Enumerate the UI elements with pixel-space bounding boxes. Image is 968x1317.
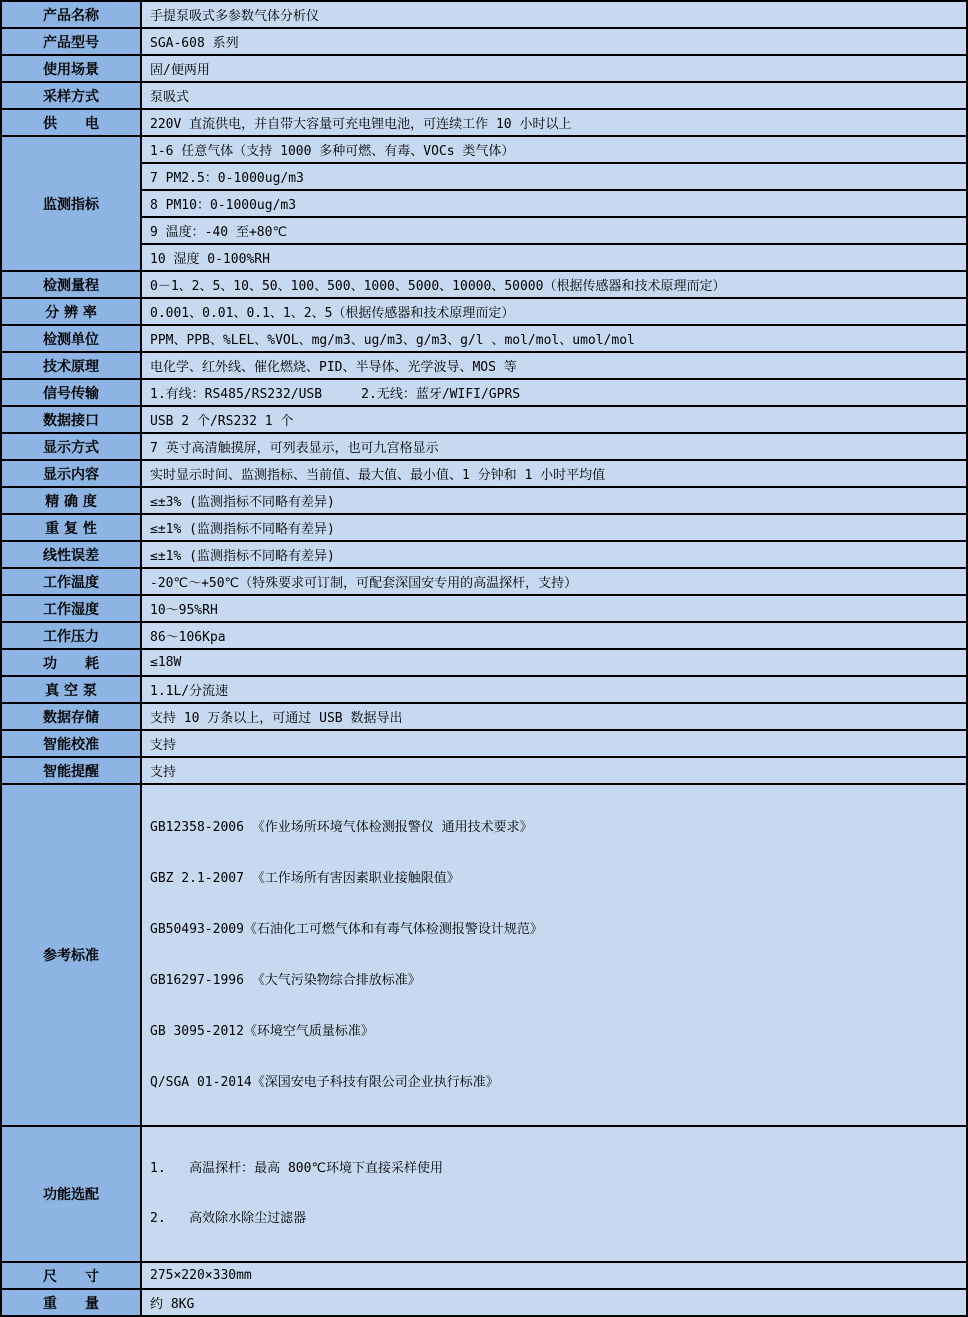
row-value: -20℃～+50℃（特殊要求可订制，可配套深国安专用的高温探杆，支持） <box>141 568 967 595</box>
row-value: 1.1L/分流速 <box>141 676 967 703</box>
row-value: 0－1、2、5、10、50、100、500、1000、5000、10000、50000（根据传感器和技术原理而定） <box>141 271 967 298</box>
row-label: 工作压力 <box>1 622 141 649</box>
row-value: SGA-608 系列 <box>141 28 967 55</box>
row-label: 线性误差 <box>1 541 141 568</box>
row-label: 信号传输 <box>1 379 141 406</box>
row-value: 支持 <box>141 730 967 757</box>
row-reference-standards <box>1 784 967 1126</box>
row-monitoring-indicators-sub <box>1 190 967 217</box>
standard-line: GB16297-1996 《大气污染物综合排放标准》 <box>150 973 421 988</box>
row-value: ≤±1% (监测指标不同略有差异) <box>141 541 967 568</box>
row-label: 分 辨 率 <box>1 298 141 325</box>
row-label: 产品型号 <box>1 28 141 55</box>
row-vacuum-pump <box>1 676 967 703</box>
row-monitoring-indicators-sub <box>1 217 967 244</box>
row-monitoring-indicators <box>1 136 967 163</box>
row-label: 数据存储 <box>1 703 141 730</box>
row-product-name <box>1 1 967 28</box>
row-value: 0.001、0.01、0.1、1、2、5（根据传感器和技术原理而定） <box>141 298 967 325</box>
row-value: 手提泵吸式多参数气体分析仪 <box>141 1 967 28</box>
row-monitoring-indicators-sub <box>1 163 967 190</box>
row-label: 工作湿度 <box>1 595 141 622</box>
row-value: 275×220×330mm <box>141 1262 967 1289</box>
row-label: 技术原理 <box>1 352 141 379</box>
row-smart-calibration <box>1 730 967 757</box>
row-smart-reminder <box>1 757 967 784</box>
row-display-content <box>1 460 967 487</box>
row-repeatability <box>1 514 967 541</box>
row-label: 显示内容 <box>1 460 141 487</box>
row-label: 精 确 度 <box>1 487 141 514</box>
row-value: 7 英寸高清触摸屏，可列表显示，也可九宫格显示 <box>141 433 967 460</box>
row-value: 220V 直流供电，并自带大容量可充电锂电池，可连续工作 10 小时以上 <box>141 109 967 136</box>
monitoring-indicator-item: 8 PM10：0-1000ug/m3 <box>141 190 967 217</box>
row-value: 支持 10 万条以上，可通过 USB 数据导出 <box>141 703 967 730</box>
row-label: 供 电 <box>1 109 141 136</box>
monitoring-indicator-item: 10 湿度 0-100%RH <box>141 244 967 271</box>
row-value: 约 8KG <box>141 1289 967 1316</box>
row-data-storage <box>1 703 967 730</box>
row-value: 泵吸式 <box>141 82 967 109</box>
row-working-humidity <box>1 595 967 622</box>
row-dimensions <box>1 1262 967 1289</box>
row-value: 支持 <box>141 757 967 784</box>
row-value: ≤±3% (监测指标不同略有差异) <box>141 487 967 514</box>
row-value: 1.有线：RS485/RS232/USB 2.无线：蓝牙/WIFI/GPRS <box>141 379 967 406</box>
row-resolution <box>1 298 967 325</box>
row-value: 电化学、红外线、催化燃烧、PID、半导体、光学波导、MOS 等 <box>141 352 967 379</box>
row-label: 监测指标 <box>1 136 141 271</box>
row-label: 显示方式 <box>1 433 141 460</box>
monitoring-indicator-item: 7 PM2.5：0-1000ug/m3 <box>141 163 967 190</box>
row-label: 数据接口 <box>1 406 141 433</box>
row-label: 参考标准 <box>1 784 141 1126</box>
row-value: PPM、PPB、%LEL、%VOL、mg/m3、ug/m3、g/m3、g/l 、mol/mol、umol/mol <box>141 325 967 352</box>
standard-line: GBZ 2.1-2007 《工作场所有害因素职业接触限值》 <box>150 871 460 886</box>
option-line: 1. 高温探杆：最高 800℃环境下直接采样使用 <box>150 1161 444 1176</box>
row-value: 86～106Kpa <box>141 622 967 649</box>
monitoring-indicator-item: 1-6 任意气体（支持 1000 多种可燃、有毒、VOCs 类气体） <box>141 136 967 163</box>
row-working-pressure <box>1 622 967 649</box>
row-label: 重 复 性 <box>1 514 141 541</box>
row-linearity-error <box>1 541 967 568</box>
row-label: 采样方式 <box>1 82 141 109</box>
row-monitoring-indicators-sub <box>1 244 967 271</box>
row-label: 检测单位 <box>1 325 141 352</box>
standard-line: GB12358-2006 《作业场所环境气体检测报警仪 通用技术要求》 <box>150 820 533 835</box>
row-label: 尺 寸 <box>1 1262 141 1289</box>
row-label: 功能选配 <box>1 1126 141 1262</box>
standard-line: Q/SGA 01-2014《深国安电子科技有限公司企业执行标准》 <box>150 1075 499 1090</box>
row-detection-range <box>1 271 967 298</box>
row-label: 真 空 泵 <box>1 676 141 703</box>
row-value <box>141 784 967 1126</box>
row-weight <box>1 1289 967 1316</box>
row-power-supply <box>1 109 967 136</box>
row-label: 重 量 <box>1 1289 141 1316</box>
row-label: 智能提醒 <box>1 757 141 784</box>
row-value: USB 2 个/RS232 1 个 <box>141 406 967 433</box>
standard-line: GB 3095-2012《环境空气质量标准》 <box>150 1024 374 1039</box>
row-value: 实时显示时间、监测指标、当前值、最大值、最小值、1 分钟和 1 小时平均值 <box>141 460 967 487</box>
row-display-mode <box>1 433 967 460</box>
standard-line: GB50493-2009《石油化工可燃气体和有毒气体检测报警设计规范》 <box>150 922 543 937</box>
monitoring-indicator-item: 9 温度：-40 至+80℃ <box>141 217 967 244</box>
row-usage-scenario <box>1 55 967 82</box>
row-label: 使用场景 <box>1 55 141 82</box>
row-label: 检测量程 <box>1 271 141 298</box>
row-label: 工作温度 <box>1 568 141 595</box>
option-line: 2. 高效除水除尘过滤器 <box>150 1211 307 1226</box>
row-value: 10～95%RH <box>141 595 967 622</box>
row-label: 功 耗 <box>1 649 141 676</box>
row-working-temperature <box>1 568 967 595</box>
row-label: 智能校准 <box>1 730 141 757</box>
row-data-interface <box>1 406 967 433</box>
row-detection-unit <box>1 325 967 352</box>
row-value: ≤±1% (监测指标不同略有差异) <box>141 514 967 541</box>
row-signal-transmission <box>1 379 967 406</box>
row-technical-principle <box>1 352 967 379</box>
row-sampling-method <box>1 82 967 109</box>
row-label: 产品名称 <box>1 1 141 28</box>
row-value <box>141 1126 967 1262</box>
row-optional-functions <box>1 1126 967 1262</box>
row-accuracy <box>1 487 967 514</box>
row-value: ≤18W <box>141 649 967 676</box>
row-power-consumption <box>1 649 967 676</box>
row-product-model <box>1 28 967 55</box>
row-value: 固/便两用 <box>141 55 967 82</box>
